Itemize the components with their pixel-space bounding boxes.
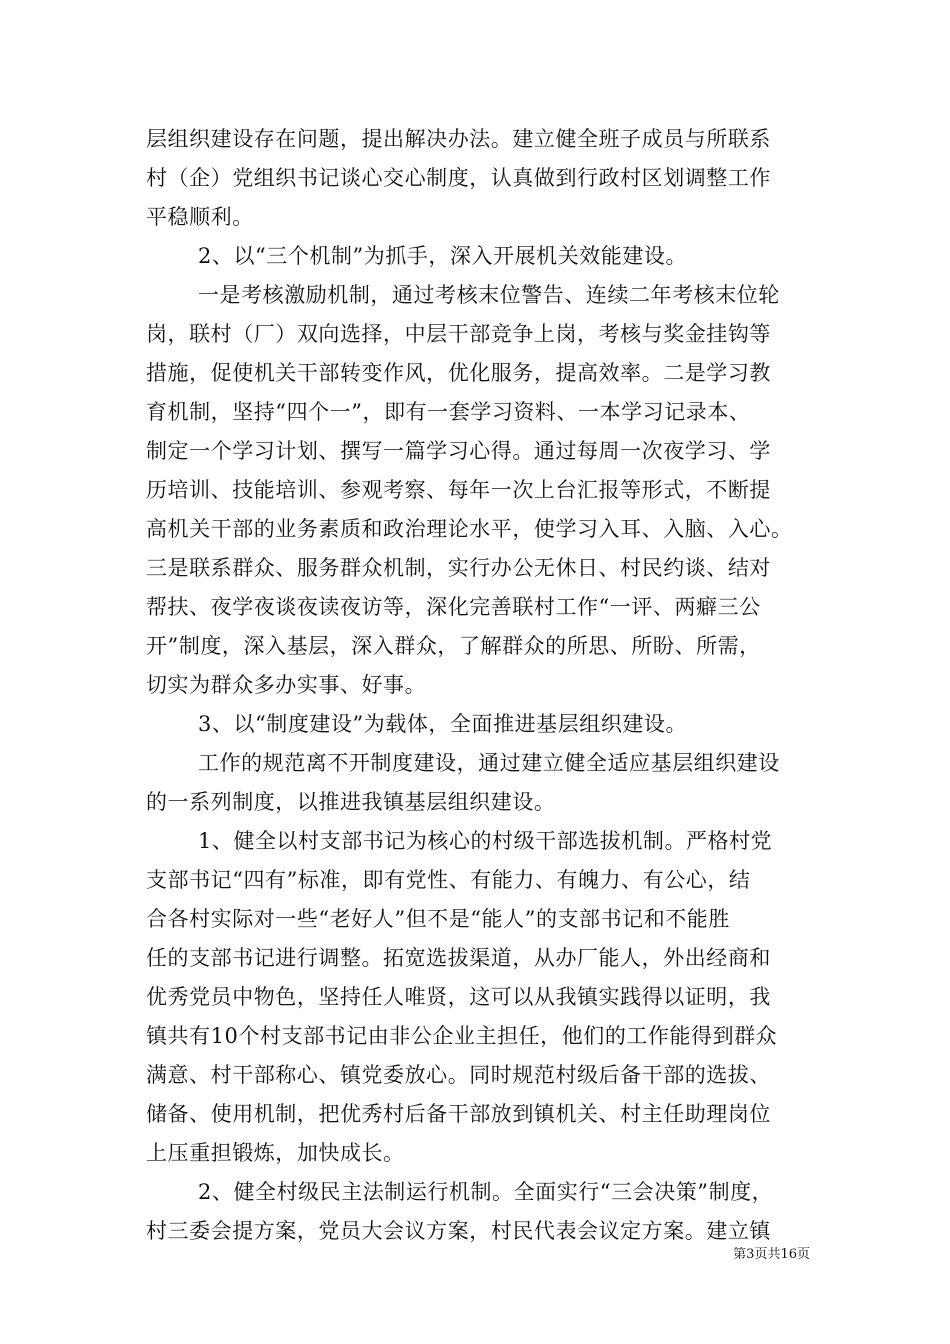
text-line: 措施，促使机关干部转变作风，优化服务，提高效率。二是学习教 — [146, 361, 771, 385]
text-line: 帮扶、夜学夜谈夜读夜访等，深化完善联村工作“一评、两癖三公 — [146, 595, 761, 619]
text-line: 支部书记“四有”标准，即有党性、有能力、有魄力、有公心，结 — [146, 868, 751, 892]
text-line: 三是联系群众、服务群众机制，实行办公无休日、村民约谈、结对 — [146, 556, 771, 580]
text-line: 岗，联村（厂）双向选择，中层干部竞争上岗，考核与奖金挂钩等 — [146, 322, 771, 346]
text-line: 村（企）党组织书记谈心交心制度，认真做到行政村区划调整工作 — [146, 166, 771, 190]
text-line: 优秀党员中物色，坚持任人唯贤，这可以从我镇实践得以证明，我 — [146, 985, 771, 1009]
text-line: 高机关干部的业务素质和政治理论水平，使学习入耳、入脑、入心。 — [146, 517, 793, 541]
text-line: 工作的规范离不开制度建设，通过建立健全适应基层组织建设 — [198, 751, 780, 775]
text-line: 村三委会提方案，党员大会议方案，村民代表会议定方案。建立镇 — [146, 1219, 771, 1243]
text-line: 镇共有10个村支部书记由非公企业主担任，他们的工作能得到群众 — [146, 1024, 778, 1048]
text-line: 任的支部书记进行调整。拓宽选拔渠道，从办厂能人，外出经商和 — [146, 946, 771, 970]
text-line: 制定一个学习计划、撰写一篇学习心得。通过每周一次夜学习、学 — [146, 439, 771, 463]
text-line: 历培训、技能培训、参观考察、每年一次上台汇报等形式，不断提 — [146, 478, 771, 502]
text-line: 平稳顺利。 — [146, 205, 254, 229]
text-line: 一是考核激励机制，通过考核末位警告、连续二年考核末位轮 — [198, 283, 780, 307]
text-line: 的一系列制度，以推进我镇基层组织建设。 — [146, 790, 556, 814]
text-line: 储备、使用机制，把优秀村后备干部放到镇机关、村主任助理岗位 — [146, 1102, 771, 1126]
text-line: 2、以“三个机制”为抓手，深入开展机关效能建设。 — [198, 244, 688, 268]
text-line: 切实为群众多办实事、好事。 — [146, 673, 427, 697]
document-body — [146, 120, 810, 1251]
page-number-footer: 第3页共16页 — [733, 1247, 810, 1262]
text-line: 1、健全以村支部书记为核心的村级干部选拔机制。严格村党 — [198, 829, 773, 853]
text-line: 开”制度，深入基层，深入群众，了解群众的所思、所盼、所需， — [146, 634, 761, 658]
text-line: 2、健全村级民主法制运行机制。全面实行“三会决策”制度， — [198, 1180, 774, 1204]
text-line: 3、以“制度建设”为载体，全面推进基层组织建设。 — [198, 712, 688, 736]
text-line: 层组织建设存在问题，提出解决办法。建立健全班子成员与所联系 — [146, 127, 771, 151]
text-line: 上压重担锻炼，加快成长。 — [146, 1141, 405, 1165]
text-line: 育机制，坚持“四个一”，即有一套学习资料、一本学习记录本、 — [146, 400, 751, 424]
text-line: 满意、村干部称心、镇党委放心。同时规范村级后备干部的选拔、 — [146, 1063, 771, 1087]
text-line: 合各村实际对一些“老好人”但不是“能人”的支部书记和不能胜 — [146, 907, 730, 931]
